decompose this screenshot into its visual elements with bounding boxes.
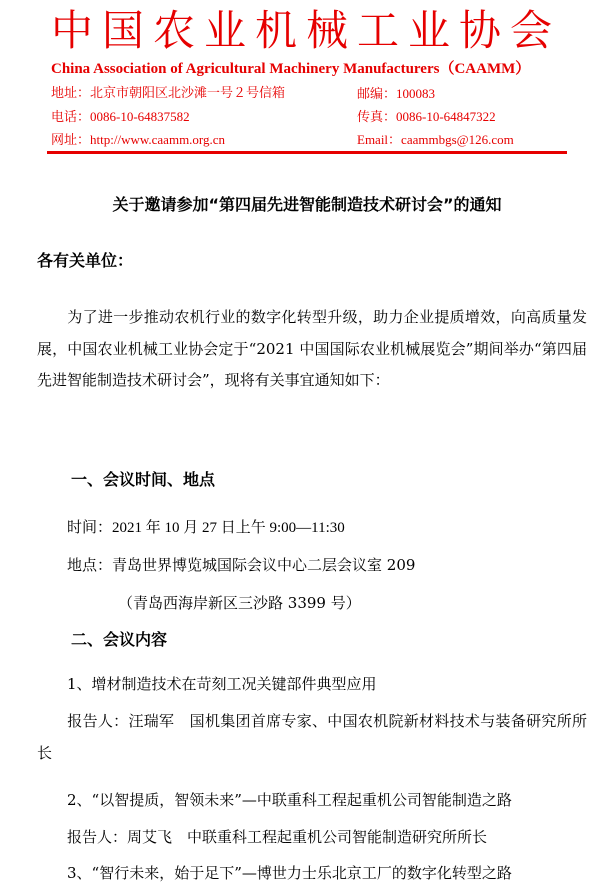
website-label: 网址： — [51, 133, 91, 148]
postcode-line — [357, 86, 435, 103]
phone-label: 电话： — [51, 110, 91, 125]
org-name-english: China Association of Agricultural Machinery Manufacturers（CAAMM） — [51, 61, 531, 77]
meeting-place — [67, 554, 415, 576]
address-value: 北京市朝阳区北沙滩一号２号信箱 — [90, 86, 286, 101]
place-value: 青岛世界博览城国际会议中心二层会议室 209 — [112, 556, 416, 574]
agenda-item-1: 1、增材制造技术在苛刻工况关键部件典型应用 — [67, 675, 377, 693]
place-address: （青岛西海岸新区三沙路 3399 号） — [118, 594, 361, 612]
agenda-item-2: 2、“以智提质，智领未来”—中联重科工程起重机公司智能制造之路 — [67, 791, 512, 809]
email-line — [357, 132, 514, 149]
postcode-label: 邮编： — [357, 87, 397, 102]
website-line — [51, 132, 225, 149]
fax-label: 传真： — [357, 110, 397, 125]
time-label: 时间： — [67, 518, 113, 536]
fax-line — [357, 109, 496, 126]
salutation: 各有关单位： — [37, 251, 134, 270]
header-divider — [47, 151, 567, 154]
section-heading-time-place: 一、会议时间、地点 — [71, 470, 216, 489]
agenda-item-2-speaker: 报告人：周艾飞 中联重科工程起重机公司智能制造研究所所长 — [67, 828, 488, 846]
phone-line — [51, 109, 190, 126]
intro-text: 为了进一步推动农机行业的数字化转型升级，助力企业提质增效，向高质量发展，中国农业机械工业协会定于“2021 中国国际农业机械展览会”期间举办“第四届先进智能制造技术研讨会”，现将有关事宜通知如下： — [37, 308, 587, 389]
address-label: 地址： — [51, 86, 91, 101]
email-label: Email： — [357, 132, 402, 147]
notice-title: 关于邀请参加“第四届先进智能制造技术研讨会”的通知 — [112, 195, 502, 214]
place-label: 地点： — [67, 556, 113, 574]
org-name-chinese: 中国农业机械工业协会 — [51, 6, 562, 55]
time-value: 2021 年 10 月 27 日上午 9:00—11:30 — [112, 520, 345, 536]
email-link[interactable]: caammbgs@126.com — [401, 132, 514, 147]
phone-value: 0086-10-64837582 — [90, 109, 190, 124]
address-line — [51, 86, 285, 102]
fax-value: 0086-10-64847322 — [396, 109, 496, 124]
meeting-time — [67, 516, 345, 539]
speaker-1: 报告人：汪瑞军 国机集团首席专家、中国农机院新材料技术与装备研究所所长 — [37, 712, 587, 762]
postcode-value: 100083 — [396, 86, 436, 101]
section-heading-content: 二、会议内容 — [71, 630, 168, 649]
agenda-item-1-speaker — [37, 705, 587, 769]
agenda-item-3: 3、“智行未来，始于足下”—博世力士乐北京工厂的数字化转型之路 — [67, 864, 512, 882]
intro-paragraph — [37, 302, 587, 397]
website-link[interactable]: http://www.caamm.org.cn — [90, 132, 226, 147]
